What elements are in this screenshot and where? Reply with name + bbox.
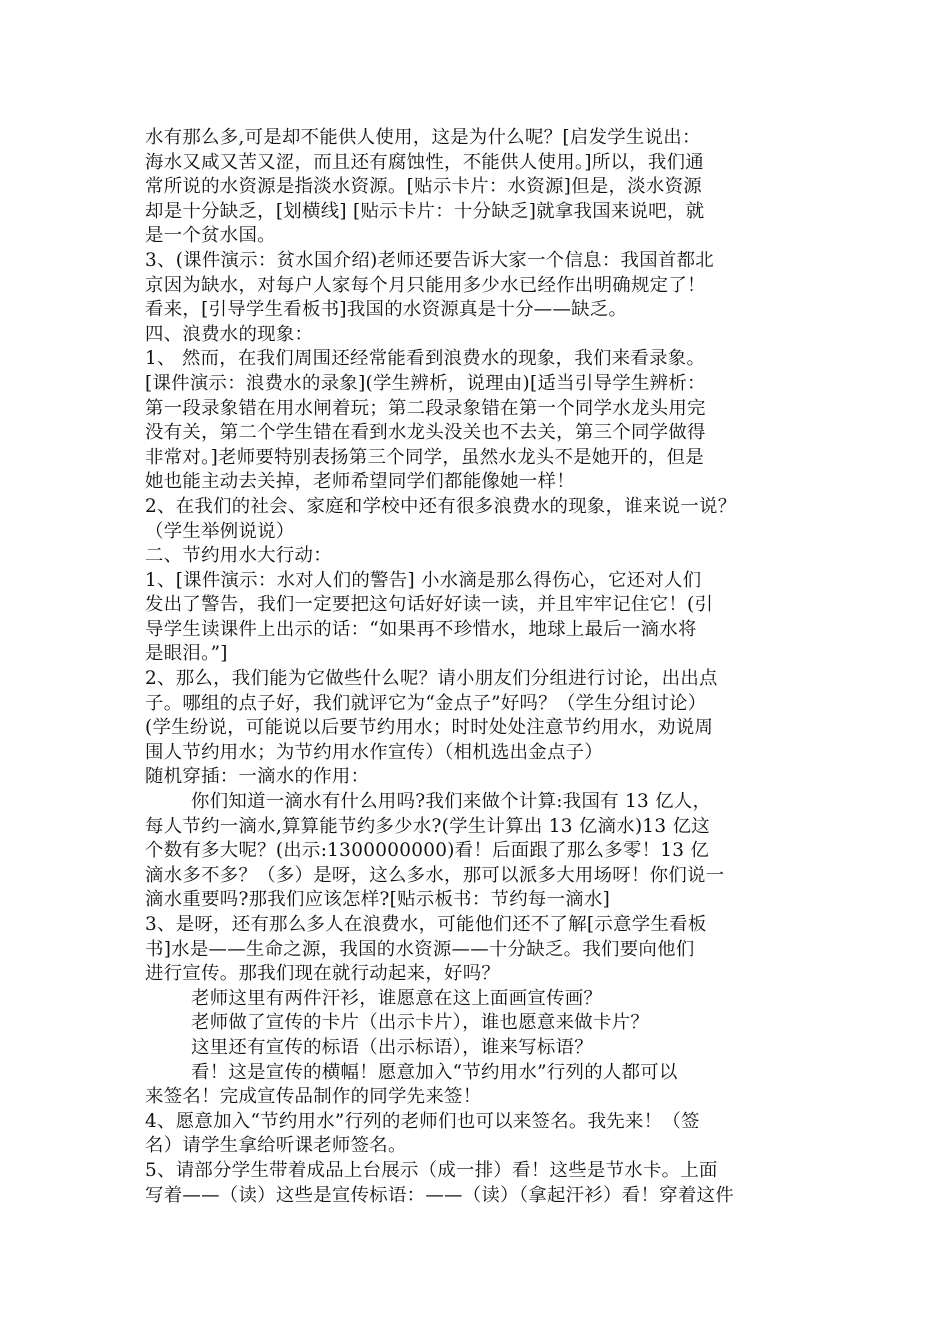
text-line: 来签名！完成宣传品制作的同学先来签！ — [145, 1086, 482, 1108]
text-line: 是一个贫水国。 — [145, 225, 276, 247]
text-line: 1、 然而，在我们周围还经常能看到浪费水的现象，我们来看录象。 — [145, 348, 706, 370]
text-line: 京因为缺水，对每户人家每个月只能用多少水已经作出明确规定了！ — [145, 274, 706, 296]
text-line: [课件演示：浪费水的录象](学生辨析，说理由)[适当引导学生辨析： — [145, 372, 706, 394]
text-line: 2、那么，我们能为它做些什么呢？请小朋友们分组进行讨论，出出点 — [145, 668, 718, 690]
text-line: 导学生读课件上出示的话：“如果再不珍惜水，地球上最后一滴水将 — [145, 618, 697, 640]
text-line: 四、浪费水的现象： — [145, 323, 314, 345]
text-line: 看来，[引导学生看板书]我国的水资源真是十分——缺乏。 — [145, 299, 628, 321]
text-line: 海水又咸又苦又涩，而且还有腐蚀性，不能供人使用。]所以，我们通 — [145, 151, 704, 173]
text-line: 却是十分缺乏，[划横线] [贴示卡片：十分缺乏]就拿我国来说吧，就 — [145, 200, 705, 222]
text-line: 水有那么多,可是却不能供人使用，这是为什么呢？[启发学生说出： — [145, 127, 701, 148]
text-line: 每人节约一滴水,算算能节约多少水?(学生计算出 13 亿滴水)13 亿这 — [145, 815, 710, 837]
text-line: 看！这是宣传的横幅！愿意加入“节约用水”行列的人都可以 — [191, 1061, 678, 1083]
text-line: 围人节约用水；为节约用水作宣传）（相机选出金点子） — [145, 741, 604, 763]
text-line: 没有关，第二个学生错在看到水龙头没关也不去关，第三个同学做得 — [145, 422, 706, 444]
text-line: 书]水是——生命之源，我国的水资源——十分缺乏。我们要向他们 — [145, 938, 695, 960]
text-line: 滴水重要吗?那我们应该怎样?[贴示板书：节约每一滴水] — [145, 889, 611, 911]
text-line: 二、节约用水大行动： — [145, 545, 332, 567]
text-line: 发出了警告，我们一定要把这句话好好读一读，并且牢牢记住它！(引 — [145, 594, 714, 616]
text-line: 随机穿插：一滴水的作用： — [145, 766, 370, 788]
text-line: 非常对。]老师要特别表扬第三个同学，虽然水龙头不是她开的，但是 — [145, 446, 704, 468]
text-line: 子。哪组的点子好，我们就评它为“金点子”好吗？（学生分组讨论） — [145, 692, 707, 714]
text-line: 4、愿意加入“节约用水”行列的老师们也可以来签名。我先来！（签 — [145, 1110, 700, 1132]
text-line: 老师这里有两件汗衫，谁愿意在这上面画宣传画？ — [191, 987, 603, 1009]
text-line: 第一段录象错在用水闸着玩；第二段录象错在第一个同学水龙头用完 — [145, 397, 706, 419]
text-line: (学生纷说，可能说以后要节约用水；时时处处注意节约用水，劝说周 — [145, 717, 714, 739]
text-line: 5、请部分学生带着成品上台展示（成一排）看！这些是节水卡。上面 — [145, 1159, 718, 1181]
text-line: （学生举例说说） — [145, 520, 295, 542]
text-line: 这里还有宣传的标语（出示标语），谁来写标语？ — [191, 1036, 593, 1058]
text-line: 滴水多不多？（多）是呀，这么多水，那可以派多大用场呀！你们说一 — [145, 864, 725, 886]
text-line: 她也能主动去关掉，老师希望同学们都能像她一样！ — [145, 471, 575, 493]
document-body — [145, 126, 815, 1208]
text-line: 个数有多大呢？(出示:1300000000)看！后面跟了那么多零！13 亿 — [145, 840, 710, 862]
text-line: 2、在我们的社会、家庭和学校中还有很多浪费水的现象，谁来说一说？ — [145, 495, 737, 517]
text-line: 3、(课件演示：贫水国介绍)老师还要告诉大家一个信息：我国首都北 — [145, 249, 714, 271]
text-line: 你们知道一滴水有什么用吗?我们来做个计算:我国有 13 亿人， — [191, 791, 712, 813]
text-line: 老师做了宣传的卡片（出示卡片），谁也愿意来做卡片？ — [191, 1012, 650, 1034]
text-line: 3、是呀，还有那么多人在浪费水，可能他们还不了解[示意学生看板 — [145, 914, 707, 935]
text-line: 是眼泪。”] — [145, 643, 228, 665]
text-line: 名）请学生拿给听课老师签名。 — [145, 1135, 407, 1157]
text-line: 写着——（读）这些是宣传标语：——（读）（拿起汗衫）看！穿着这件 — [145, 1184, 734, 1206]
text-line: 常所说的水资源是指淡水资源。[贴示卡片：水资源]但是，淡水资源 — [145, 176, 702, 198]
text-line: 进行宣传。那我们现在就行动起来，好吗？ — [145, 963, 501, 985]
text-line: 1、[课件演示：水对人们的警告] 小水滴是那么得伤心，它还对人们 — [145, 569, 702, 591]
